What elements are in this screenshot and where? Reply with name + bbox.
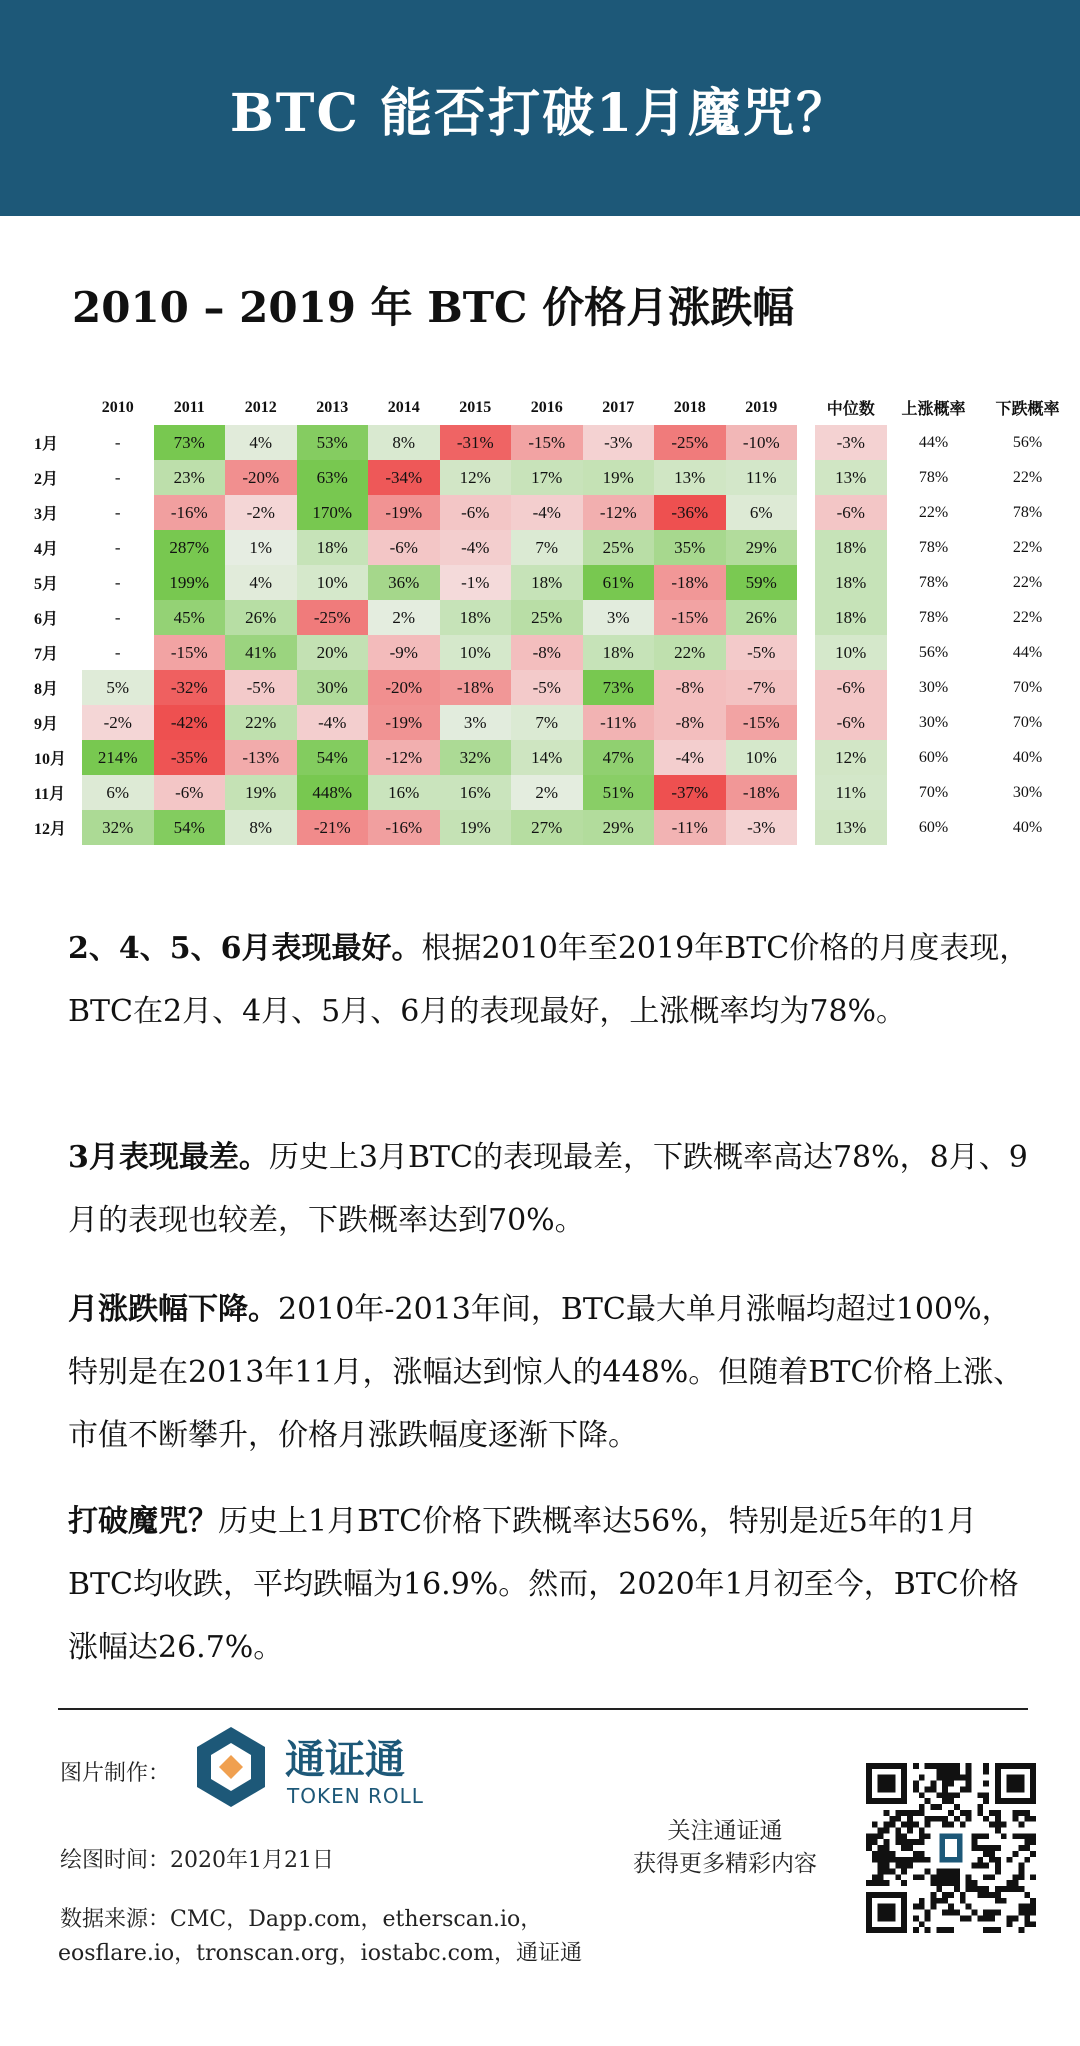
follow-cta (600, 1815, 850, 1881)
paragraph-volatility-decline (68, 1278, 1038, 1467)
heat-cell: 25% (583, 530, 655, 565)
heat-cell: - (114, 502, 121, 522)
token-roll-logo (193, 1723, 433, 1813)
heat-cell: 18% (511, 565, 583, 600)
heat-cell: 26% (726, 600, 798, 635)
heat-cell: -31% (440, 425, 512, 460)
heat-cell: 32% (440, 740, 512, 775)
heat-cell: 199% (154, 565, 226, 600)
table-row (28, 530, 1075, 565)
heat-cell: 23% (154, 460, 226, 495)
median-cell: 13% (815, 810, 887, 845)
heat-cell: 4% (225, 425, 297, 460)
heat-cell: -19% (368, 705, 440, 740)
heat-cell: -5% (726, 635, 798, 670)
heat-cell: 11% (726, 460, 798, 495)
heat-cell: 10% (440, 635, 512, 670)
median-cell: 18% (815, 565, 887, 600)
heat-cell: -5% (225, 670, 297, 705)
brand-name-cn: 通证通 (285, 1737, 405, 1783)
heat-cell: - (114, 607, 121, 627)
heat-cell: 27% (511, 810, 583, 845)
heat-cell: - (114, 642, 121, 662)
paragraph-heading: 2、4、5、6月表现最好。 (68, 931, 422, 966)
paragraph-body: 根据2010年至2019年BTC价格的月度表现，BTC在2月、4月、5月、6月的表现最好，上涨概率均为78%。 (68, 931, 1030, 1029)
median-cell: -6% (815, 670, 887, 705)
heat-cell: 170% (297, 495, 369, 530)
heat-cell: 5% (82, 670, 154, 705)
paragraph-worst-month (68, 1126, 1038, 1252)
heat-cell: - (114, 467, 121, 487)
median-cell: 18% (815, 530, 887, 565)
heat-cell: 73% (154, 425, 226, 460)
heat-cell: 18% (297, 530, 369, 565)
heat-cell: 12% (440, 460, 512, 495)
down-probability-cell: 22% (1012, 468, 1043, 486)
heat-cell: -42% (154, 705, 226, 740)
heat-cell: -2% (82, 705, 154, 740)
heat-cell: 30% (297, 670, 369, 705)
month-label: 4月 (34, 541, 59, 558)
heat-cell: -37% (654, 775, 726, 810)
page-title: BTC 能否打破1月魔咒？ (229, 82, 851, 144)
month-label: 8月 (34, 681, 59, 698)
heat-cell: -1% (440, 565, 512, 600)
heat-cell: -8% (654, 705, 726, 740)
down-probability-cell: 70% (1012, 678, 1043, 696)
heat-cell: -16% (154, 495, 226, 530)
heatmap-table (28, 390, 1075, 845)
heat-cell: -3% (583, 425, 655, 460)
draw-date: 绘图时间：2020年1月21日 (60, 1848, 334, 1873)
heat-cell: 19% (225, 775, 297, 810)
heat-cell: 45% (154, 600, 226, 635)
heat-cell: 6% (82, 775, 154, 810)
year-header: 2019 (745, 398, 778, 416)
heat-cell: 16% (440, 775, 512, 810)
heat-cell: 54% (154, 810, 226, 845)
heat-cell: -10% (726, 425, 798, 460)
heat-cell: - (114, 572, 121, 592)
heat-cell: 29% (583, 810, 655, 845)
heat-cell: 32% (82, 810, 154, 845)
heat-cell: 17% (511, 460, 583, 495)
up-probability-cell: 56% (918, 643, 949, 661)
up-probability-cell: 60% (918, 748, 949, 766)
heat-cell: 16% (368, 775, 440, 810)
down-probability-cell: 22% (1012, 538, 1043, 556)
month-label: 7月 (34, 646, 59, 663)
down-probability-cell: 22% (1012, 608, 1043, 626)
table-row (28, 600, 1075, 635)
heat-cell: -12% (583, 495, 655, 530)
heat-cell: 18% (583, 635, 655, 670)
median-cell: 11% (815, 775, 887, 810)
down-probability-cell: 44% (1012, 643, 1043, 661)
paragraph-heading: 月涨跌幅下降。 (68, 1292, 278, 1327)
heat-cell: 22% (225, 705, 297, 740)
up-probability-cell: 78% (918, 608, 949, 626)
paragraph-body: 历史上1月BTC价格下跌概率达56%，特别是近5年的1月BTC均收跌，平均跌幅为16.9%。然而，2020年1月初至今，BTC价格涨幅达26.7%。 (68, 1504, 1019, 1665)
heat-cell: -32% (154, 670, 226, 705)
up-probability-cell: 44% (918, 433, 949, 451)
median-cell: -6% (815, 495, 887, 530)
heat-cell: 8% (368, 425, 440, 460)
heat-cell: -20% (225, 460, 297, 495)
up-probability-cell: 78% (918, 468, 949, 486)
heat-cell: - (114, 432, 121, 452)
heat-cell: -4% (654, 740, 726, 775)
heat-cell: - (114, 537, 121, 557)
stat-header: 下跌概率 (995, 401, 1060, 418)
heat-cell: -13% (225, 740, 297, 775)
paragraph-best-months (68, 917, 1038, 1043)
table-row (28, 495, 1075, 530)
heat-cell: 1% (225, 530, 297, 565)
month-label: 5月 (34, 576, 59, 593)
table-row (28, 810, 1075, 845)
year-header: 2015 (459, 398, 492, 416)
down-probability-cell: 40% (1012, 748, 1043, 766)
heat-cell: 25% (511, 600, 583, 635)
qr-code-icon[interactable] (866, 1763, 1036, 1933)
down-probability-cell: 70% (1012, 713, 1043, 731)
heat-cell: 47% (583, 740, 655, 775)
stat-header: 中位数 (826, 401, 875, 418)
heat-cell: 13% (654, 460, 726, 495)
heat-cell: -8% (511, 635, 583, 670)
down-probability-cell: 56% (1012, 433, 1043, 451)
paragraph-break-curse (68, 1490, 1038, 1679)
heat-cell: 10% (726, 740, 798, 775)
heat-cell: 35% (654, 530, 726, 565)
footer-divider (58, 1708, 1028, 1710)
heat-cell: 19% (583, 460, 655, 495)
table-row (28, 740, 1075, 775)
heat-cell: 36% (368, 565, 440, 600)
heat-cell: 448% (297, 775, 369, 810)
heat-cell: 4% (225, 565, 297, 600)
year-header: 2012 (244, 398, 277, 416)
heat-cell: 61% (583, 565, 655, 600)
heat-cell: 54% (297, 740, 369, 775)
heat-cell: -4% (297, 705, 369, 740)
up-probability-cell: 60% (918, 818, 949, 836)
follow-line2: 获得更多精彩内容 (633, 1851, 817, 1877)
heat-cell: -35% (154, 740, 226, 775)
heat-cell: 20% (297, 635, 369, 670)
heat-cell: 8% (225, 810, 297, 845)
stat-header: 上涨概率 (901, 401, 966, 418)
heat-cell: -11% (654, 810, 726, 845)
heat-cell: -18% (726, 775, 798, 810)
month-label: 12月 (34, 821, 67, 838)
brand-name-en: TOKEN ROLL (287, 1784, 424, 1808)
heat-cell: -11% (583, 705, 655, 740)
heat-cell: -6% (154, 775, 226, 810)
up-probability-cell: 78% (918, 538, 949, 556)
heat-cell: 59% (726, 565, 798, 600)
heat-cell: 73% (583, 670, 655, 705)
heat-cell: -18% (654, 565, 726, 600)
year-header: 2018 (673, 398, 706, 416)
up-probability-cell: 22% (918, 503, 949, 521)
heat-cell: 63% (297, 460, 369, 495)
heat-cell: -6% (368, 530, 440, 565)
year-header: 2013 (316, 398, 349, 416)
up-probability-cell: 70% (918, 783, 949, 801)
heat-cell: 3% (583, 600, 655, 635)
heat-cell: -4% (511, 495, 583, 530)
heat-cell: 18% (440, 600, 512, 635)
up-probability-cell: 30% (918, 678, 949, 696)
heat-cell: -36% (654, 495, 726, 530)
heat-cell: -16% (368, 810, 440, 845)
heat-cell: 10% (297, 565, 369, 600)
heat-cell: 41% (225, 635, 297, 670)
month-label: 10月 (34, 751, 67, 768)
heat-cell: 29% (726, 530, 798, 565)
heat-cell: 22% (654, 635, 726, 670)
year-header: 2017 (602, 398, 635, 416)
heat-cell: 14% (511, 740, 583, 775)
heat-cell: 19% (440, 810, 512, 845)
heat-cell: -15% (511, 425, 583, 460)
table-row (28, 635, 1075, 670)
paragraph-heading: 3月表现最差。 (68, 1140, 269, 1175)
made-by-label: 图片制作： (60, 1761, 171, 1786)
year-header: 2016 (530, 398, 563, 416)
paragraph-body: 历史上3月BTC的表现最差，下跌概率高达78%，8月、9月的表现也较差，下跌概率达到70%。 (68, 1140, 1028, 1238)
month-label: 1月 (34, 436, 59, 453)
heat-cell: 2% (511, 775, 583, 810)
table-row (28, 705, 1075, 740)
heat-cell: 51% (583, 775, 655, 810)
heat-cell: 2% (368, 600, 440, 635)
table-row (28, 460, 1075, 495)
heat-cell: -3% (726, 810, 798, 845)
median-cell: 18% (815, 600, 887, 635)
heat-cell: 3% (440, 705, 512, 740)
month-label: 11月 (34, 786, 66, 803)
median-cell: 12% (815, 740, 887, 775)
median-cell: 13% (815, 460, 887, 495)
year-header: 2010 (101, 398, 134, 416)
up-probability-cell: 78% (918, 573, 949, 591)
table-row (28, 670, 1075, 705)
table-title: 2010 – 2019 年 BTC 价格月涨跌幅 (72, 283, 795, 332)
heat-cell: -7% (726, 670, 798, 705)
heat-cell: -25% (297, 600, 369, 635)
heat-cell: -9% (368, 635, 440, 670)
heat-cell: 26% (225, 600, 297, 635)
month-label: 2月 (34, 471, 59, 488)
paragraph-body: 2010年-2013年间，BTC最大单月涨幅均超过100%，特别是在2013年11月，涨幅达到惊人的448%。但随着BTC价格上涨、市值不断攀升，价格月涨跌幅度逐渐下降。 (68, 1292, 1024, 1453)
month-label: 6月 (34, 611, 59, 628)
year-header: 2014 (387, 398, 420, 416)
heat-cell: -21% (297, 810, 369, 845)
title-banner (0, 0, 1080, 216)
heat-cell: -19% (368, 495, 440, 530)
heat-cell: -20% (368, 670, 440, 705)
heat-cell: 287% (154, 530, 226, 565)
heat-cell: -8% (654, 670, 726, 705)
down-probability-cell: 22% (1012, 573, 1043, 591)
heat-cell: -12% (368, 740, 440, 775)
heat-cell: -15% (654, 600, 726, 635)
year-header: 2011 (173, 398, 205, 416)
month-label: 9月 (34, 716, 59, 733)
table-row (28, 565, 1075, 600)
heat-cell: -15% (154, 635, 226, 670)
heat-cell: 7% (511, 705, 583, 740)
heat-cell: -2% (225, 495, 297, 530)
down-probability-cell: 30% (1012, 783, 1043, 801)
paragraph-heading: 打破魔咒？ (68, 1504, 218, 1539)
table-row (28, 775, 1075, 810)
heat-cell: 6% (726, 495, 798, 530)
data-source-line1: 数据来源：CMC，Dapp.com，etherscan.io， (60, 1907, 543, 1932)
heat-cell: -34% (368, 460, 440, 495)
median-cell: -3% (815, 425, 887, 460)
heat-cell: -25% (654, 425, 726, 460)
heat-cell: -18% (440, 670, 512, 705)
down-probability-cell: 78% (1012, 503, 1043, 521)
heat-cell: -4% (440, 530, 512, 565)
heat-cell: 214% (82, 740, 154, 775)
heat-cell: -15% (726, 705, 798, 740)
follow-line1: 关注通证通 (667, 1818, 783, 1844)
up-probability-cell: 30% (918, 713, 949, 731)
data-source-line2: eosflare.io，tronscan.org，iostabc.com，通证通 (58, 1941, 583, 1966)
month-label: 3月 (34, 506, 59, 523)
heat-cell: -5% (511, 670, 583, 705)
heat-cell: -6% (440, 495, 512, 530)
heat-cell: 53% (297, 425, 369, 460)
table-row (28, 425, 1075, 460)
down-probability-cell: 40% (1012, 818, 1043, 836)
heat-cell: 7% (511, 530, 583, 565)
median-cell: -6% (815, 705, 887, 740)
median-cell: 10% (815, 635, 887, 670)
